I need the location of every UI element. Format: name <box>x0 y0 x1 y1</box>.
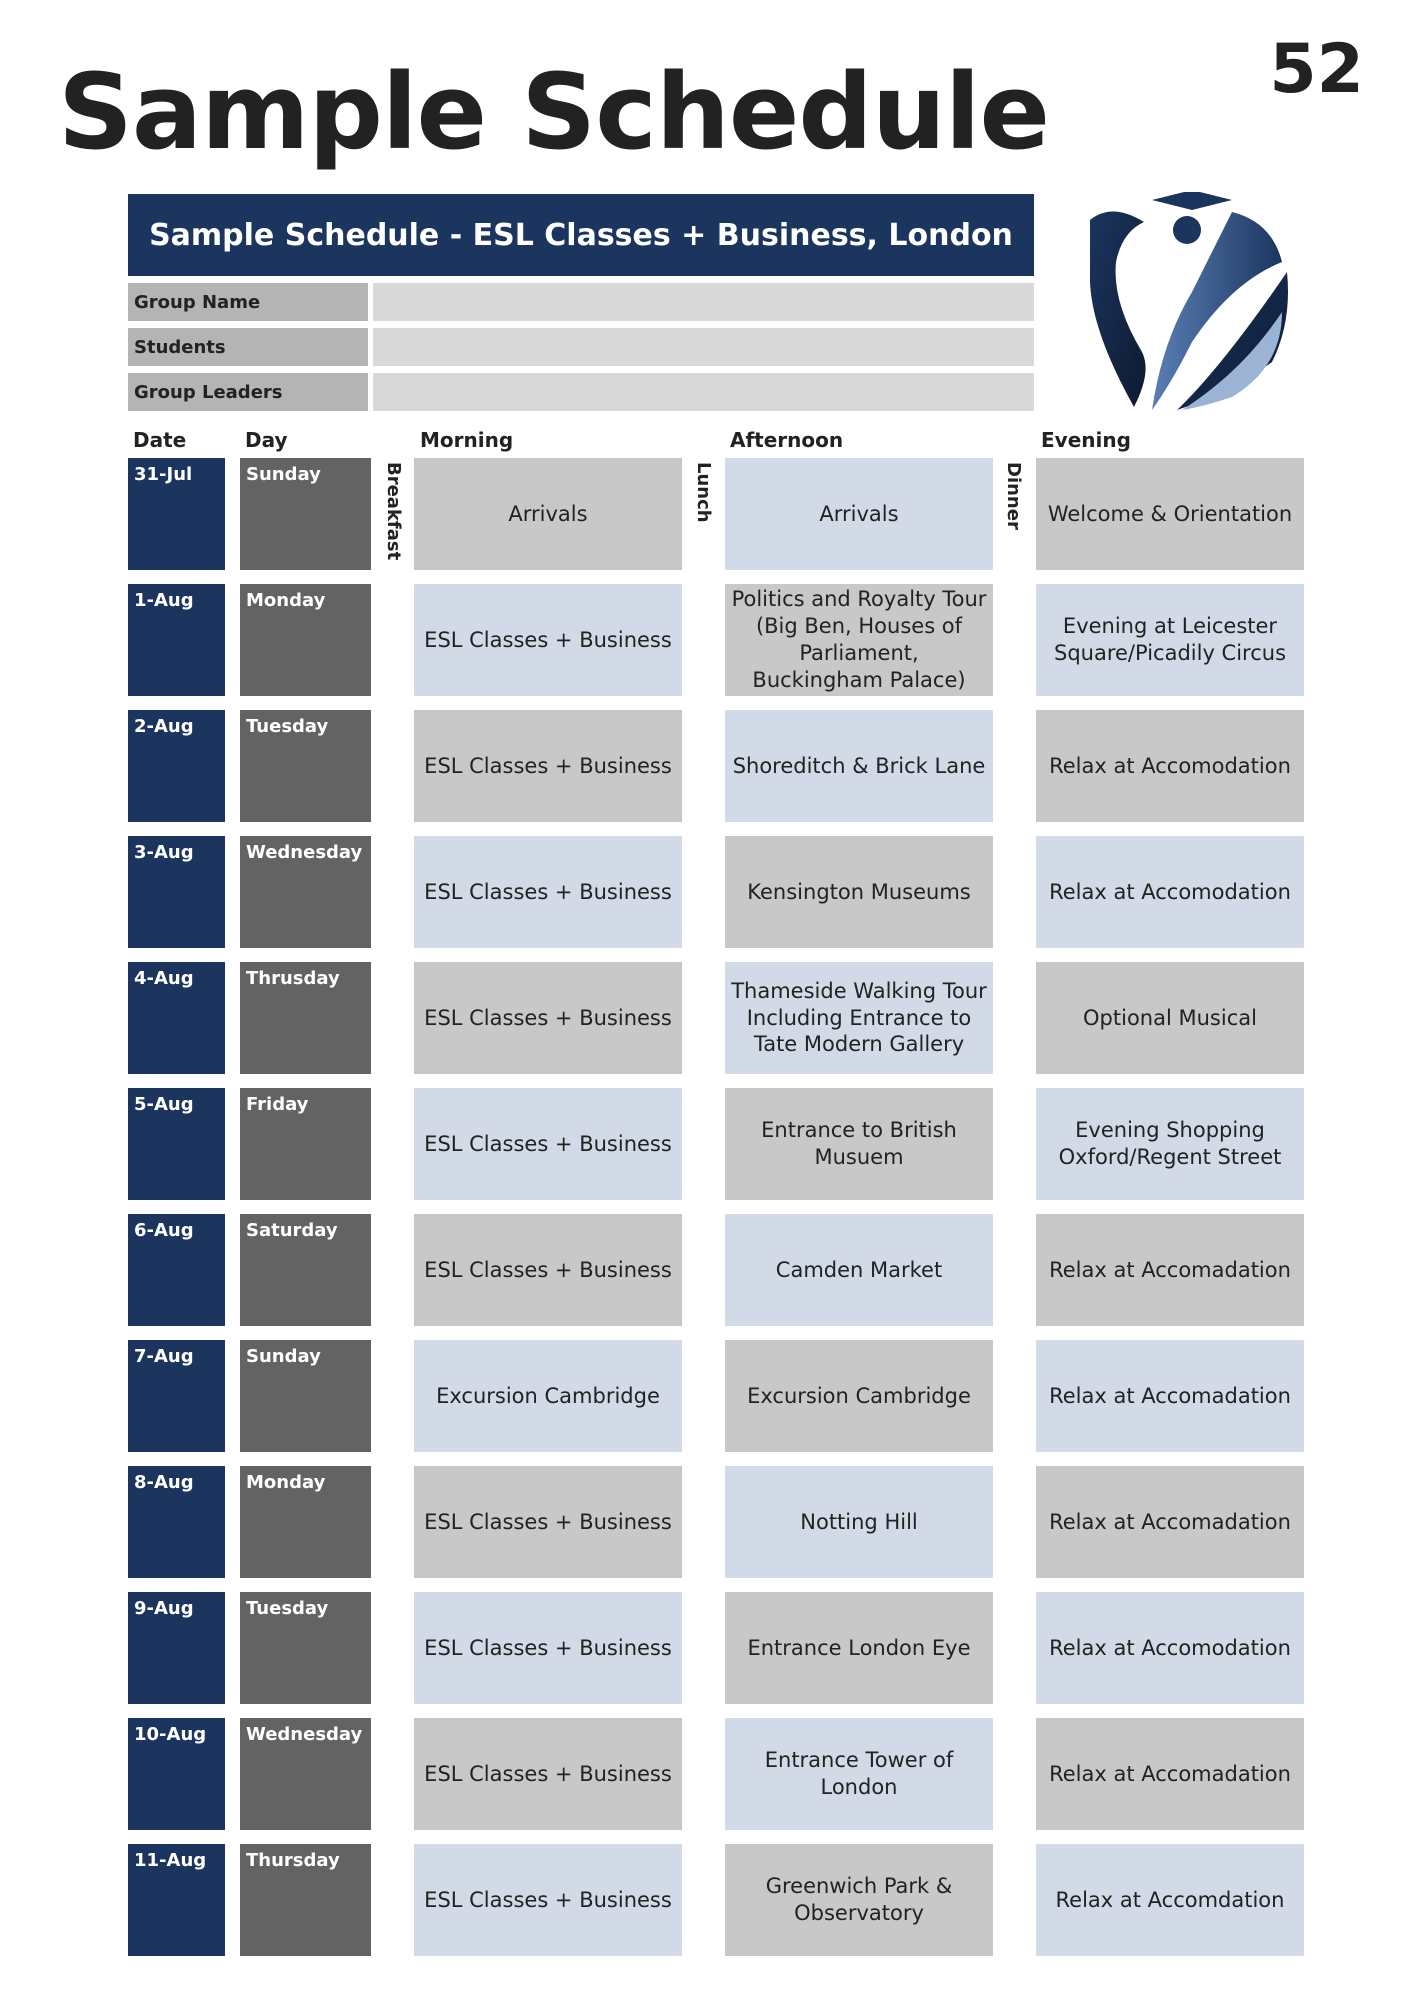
breakfast-label: Breakfast <box>383 462 404 561</box>
day-cell: Tuesday <box>240 710 371 822</box>
column-header-morning: Morning <box>420 428 514 452</box>
date-cell: 1-Aug <box>128 584 225 696</box>
date-cell: 31-Jul <box>128 458 225 570</box>
info-label: Group Name <box>128 283 368 321</box>
morning-cell: ESL Classes + Business <box>414 836 682 948</box>
date-cell: 7-Aug <box>128 1340 225 1452</box>
evening-cell: Relax at Accomodation <box>1036 710 1304 822</box>
afternoon-cell: Thameside Walking Tour Including Entrance to Tate Modern Gallery <box>725 962 993 1074</box>
evening-cell: Evening at Leicester Square/Picadily Circus <box>1036 584 1304 696</box>
evening-cell: Welcome & Orientation <box>1036 458 1304 570</box>
evening-cell: Relax at Accomadation <box>1036 1340 1304 1452</box>
column-header-day: Day <box>245 428 288 452</box>
info-value-field[interactable] <box>373 328 1034 366</box>
date-cell: 11-Aug <box>128 1844 225 1956</box>
date-cell: 9-Aug <box>128 1592 225 1704</box>
evening-cell: Evening Shopping Oxford/Regent Street <box>1036 1088 1304 1200</box>
info-label: Students <box>128 328 368 366</box>
column-header-afternoon: Afternoon <box>730 428 844 452</box>
day-cell: Saturday <box>240 1214 371 1326</box>
morning-cell: ESL Classes + Business <box>414 710 682 822</box>
date-cell: 2-Aug <box>128 710 225 822</box>
morning-cell: ESL Classes + Business <box>414 1088 682 1200</box>
info-row-students <box>128 328 1034 366</box>
info-value-field[interactable] <box>373 373 1034 411</box>
lunch-label: Lunch <box>693 462 714 523</box>
morning-cell: ESL Classes + Business <box>414 1718 682 1830</box>
date-cell: 10-Aug <box>128 1718 225 1830</box>
day-cell: Tuesday <box>240 1592 371 1704</box>
evening-cell: Optional Musical <box>1036 962 1304 1074</box>
page-title: Sample Schedule <box>58 51 1050 173</box>
afternoon-cell: Entrance to British Musuem <box>725 1088 993 1200</box>
evening-cell: Relax at Accomodation <box>1036 1592 1304 1704</box>
morning-cell: ESL Classes + Business <box>414 962 682 1074</box>
column-header-date: Date <box>133 428 187 452</box>
info-row-group-leaders <box>128 373 1034 411</box>
day-cell: Thrusday <box>240 962 371 1074</box>
dinner-label: Dinner <box>1003 462 1024 530</box>
afternoon-cell: Entrance London Eye <box>725 1592 993 1704</box>
morning-cell: Excursion Cambridge <box>414 1340 682 1452</box>
graduate-logo-icon <box>1082 192 1292 412</box>
date-cell: 3-Aug <box>128 836 225 948</box>
afternoon-cell: Entrance Tower of London <box>725 1718 993 1830</box>
afternoon-cell: Politics and Royalty Tour (Big Ben, Houses of Parliament, Buckingham Palace) <box>725 584 993 696</box>
morning-cell: ESL Classes + Business <box>414 584 682 696</box>
column-header-evening: Evening <box>1041 428 1131 452</box>
afternoon-cell: Camden Market <box>725 1214 993 1326</box>
info-row-group-name <box>128 283 1034 321</box>
evening-cell: Relax at Accomdation <box>1036 1844 1304 1956</box>
morning-cell: ESL Classes + Business <box>414 1592 682 1704</box>
day-cell: Monday <box>240 1466 371 1578</box>
date-cell: 4-Aug <box>128 962 225 1074</box>
info-value-field[interactable] <box>373 283 1034 321</box>
evening-cell: Relax at Accomodation <box>1036 836 1304 948</box>
morning-cell: ESL Classes + Business <box>414 1214 682 1326</box>
afternoon-cell: Greenwich Park & Observatory <box>725 1844 993 1956</box>
schedule-title-banner: Sample Schedule - ESL Classes + Business, London <box>128 194 1034 276</box>
day-cell: Sunday <box>240 458 371 570</box>
evening-cell: Relax at Accomadation <box>1036 1214 1304 1326</box>
morning-cell: ESL Classes + Business <box>414 1844 682 1956</box>
morning-cell: ESL Classes + Business <box>414 1466 682 1578</box>
date-cell: 5-Aug <box>128 1088 225 1200</box>
afternoon-cell: Notting Hill <box>725 1466 993 1578</box>
page-number: 52 <box>1269 30 1364 109</box>
evening-cell: Relax at Accomadation <box>1036 1718 1304 1830</box>
morning-cell: Arrivals <box>414 458 682 570</box>
day-cell: Monday <box>240 584 371 696</box>
date-cell: 6-Aug <box>128 1214 225 1326</box>
day-cell: Friday <box>240 1088 371 1200</box>
day-cell: Wednesday <box>240 836 371 948</box>
info-label: Group Leaders <box>128 373 368 411</box>
afternoon-cell: Kensington Museums <box>725 836 993 948</box>
afternoon-cell: Arrivals <box>725 458 993 570</box>
afternoon-cell: Shoreditch & Brick Lane <box>725 710 993 822</box>
date-cell: 8-Aug <box>128 1466 225 1578</box>
afternoon-cell: Excursion Cambridge <box>725 1340 993 1452</box>
day-cell: Wednesday <box>240 1718 371 1830</box>
day-cell: Thursday <box>240 1844 371 1956</box>
day-cell: Sunday <box>240 1340 371 1452</box>
evening-cell: Relax at Accomadation <box>1036 1466 1304 1578</box>
